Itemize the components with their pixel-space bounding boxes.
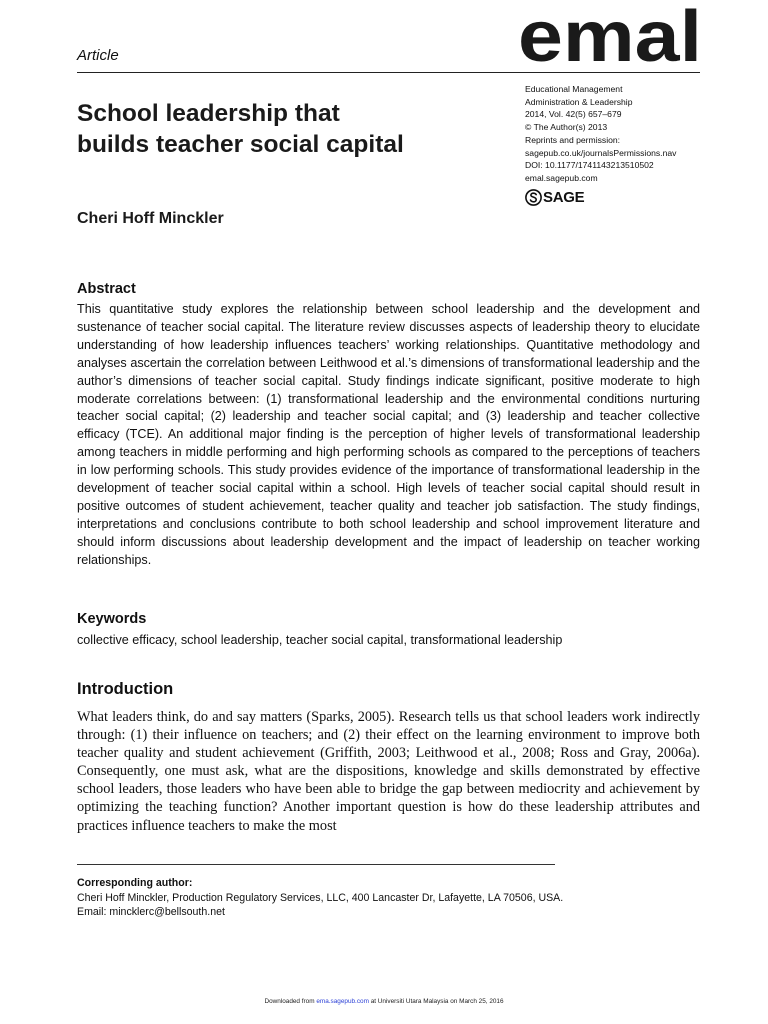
author-name: Cheri Hoff Minckler [77, 210, 224, 227]
article-title-line-2: builds teacher social capital [77, 131, 404, 158]
download-prefix: Downloaded from [264, 998, 315, 1005]
download-link[interactable]: ema.sagepub.com [316, 998, 369, 1005]
footnote-divider [77, 864, 555, 865]
footnote-heading: Corresponding author: [77, 877, 193, 889]
sage-wordmark: SAGE [543, 188, 585, 206]
meta-journal-name-2: Administration & Leadership [525, 96, 633, 107]
introduction-heading: Introduction [77, 680, 174, 698]
download-suffix: at Universiti Utara Malaysia on March 25, 2016 [370, 998, 504, 1005]
meta-journal-url[interactable]: emal.sagepub.com [525, 172, 598, 183]
meta-reprints-label: Reprints and permission: [525, 134, 621, 145]
introduction-text: What leaders think, do and say matters (Sparks, 2005). Research tells us that school leaders work indirectly through: (1) their influence on teachers; and (2) their effect on the learning environment to improve both teacher quality and student achievement (Griffith, 2003; Leithwood et al., 2008; Ross and Gray, 2006a). Consequently, one must ask, what are the dispositions, knowledge and skills demonstrated by effective school leaders, those leaders who have been able to bridge the gap between mediocrity and achievement by optimizing the teaching function? Another important question is how do these leadership attributes and practices influence teachers to make the most [77, 709, 700, 834]
sage-logo [525, 187, 584, 207]
journal-metadata [525, 83, 725, 185]
meta-permissions-link[interactable]: sagepub.co.uk/journalsPermissions.nav [525, 147, 677, 158]
keywords-list: collective efficacy, school leadership, teacher social capital, transformational leadership [77, 633, 563, 647]
footnote-email[interactable]: Email: mincklerc@bellsouth.net [77, 906, 225, 918]
abstract-heading: Abstract [77, 281, 136, 297]
journal-logo [518, 8, 702, 68]
meta-journal-name-1: Educational Management [525, 84, 623, 94]
sage-s-icon [525, 189, 542, 206]
article-title-line-1: School leadership that [77, 100, 340, 127]
keywords-heading: Keywords [77, 611, 147, 627]
header-divider [77, 72, 700, 73]
article-type-label: Article [77, 47, 119, 64]
footnote-address: Cheri Hoff Minckler, Production Regulatory Services, LLC, 400 Lancaster Dr, Lafayette, LA 70506, USA. [77, 891, 564, 904]
meta-copyright: © The Author(s) 2013 [525, 122, 608, 133]
meta-volume: 2014, Vol. 42(5) 657–679 [525, 109, 622, 120]
abstract-text: This quantitative study explores the relationship between school leadership and the development and sustenance of teacher social capital. The literature review discusses aspects of leadership theory to elucidate understanding of how leadership influences teachers’ working relationships. Quantitative methodology and analyses ascertain the correlation between Leithwood et al.’s dimensions of transformational leadership and the author’s dimensions of teacher social capital. Study findings indicate significant, positive moderate to high moderate correlations between: (1) transformational leadership and the environmental conditions nurturing teacher social capital; (2) leadership and teacher social capital; and (3) leadership and teacher collective efficacy (TCE). An additional major finding is the perception of higher levels of transformational leadership among teachers in middle performing and high performing schools as compared to the perceptions of teachers in low performing schools. This study provides evidence of the importance of transformational leadership in the development of teacher social capital within a school. High levels of teacher social capital should result in positive outcomes of student achievement, teacher quality and teacher job satisfaction. The study findings, interpretations and conclusions contribute to both school leadership and school improvement literature and should inform discussions about leadership development and the impact of leadership on teacher working relationships. [77, 302, 700, 567]
download-notice [0, 998, 768, 1005]
journal-logo-text: emal [518, 8, 702, 68]
meta-doi[interactable]: DOI: 10.1177/1741143213510502 [525, 160, 654, 171]
corresponding-author-footnote [77, 876, 700, 920]
article-title [77, 98, 497, 160]
